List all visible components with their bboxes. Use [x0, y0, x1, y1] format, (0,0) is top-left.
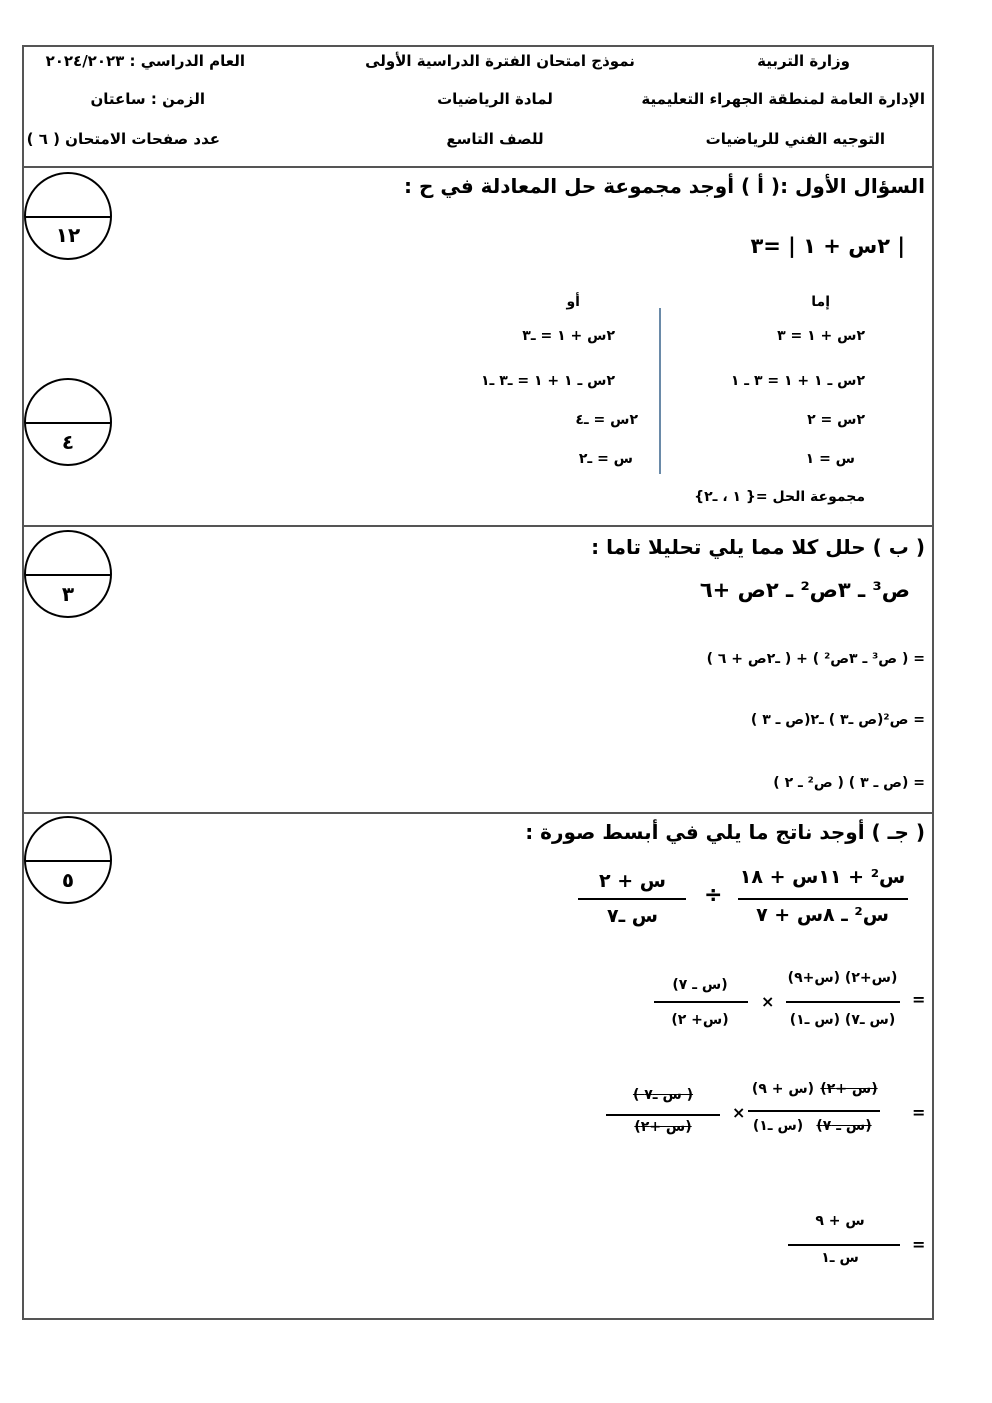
result-equals: =	[912, 1235, 926, 1254]
case-2-step-1: ٢س + ١ = ـ٣	[522, 328, 615, 344]
marks-part-a-value: ٤	[61, 430, 75, 454]
expr-frac2-bar	[578, 898, 686, 900]
supervision: التوجيه الفني للرياضيات	[705, 130, 885, 148]
step1-right-bar	[654, 1001, 748, 1003]
case-1-step-3: ٢س = ٢	[807, 412, 865, 428]
case-2-label: أو	[566, 294, 580, 310]
expr-frac2-denominator: س ـ٧	[607, 905, 658, 927]
question-1a-title: السؤال الأول :( أ ) أوجد مجموعة حل المعادلة في ح :	[404, 174, 925, 198]
step2-right-numerator: ( س ـ٧ )	[632, 1087, 694, 1103]
step1-left-bar	[786, 1001, 900, 1003]
step2-right-denominator: (س +٢)	[634, 1119, 692, 1135]
page-count: عدد صفحات الامتحان ( ٦ )	[26, 130, 220, 148]
step2-times: ×	[732, 1103, 746, 1122]
question-1b-title: ( ب ) حلل كلا مما يلي تحليلا تاما :	[591, 535, 925, 559]
factor-expression: ص³ ـ ٣ص² ـ ٢ص +٦	[699, 578, 910, 602]
marks-total-value: ١٢	[55, 223, 81, 247]
exam-time: الزمن : ساعتان	[90, 90, 205, 108]
expr-frac1-bar	[738, 898, 908, 900]
expr-frac1-denominator: س² ـ ٨س + ٧	[756, 904, 889, 926]
step1-left-numerator: (س+٢) (س+٩)	[787, 970, 898, 986]
expr-frac1-numerator: س² + ١١س + ١٨	[739, 866, 906, 888]
case-1-step-4: س = ١	[805, 451, 855, 467]
absolute-value-equation: | ٢س + ١ | =٣	[750, 234, 905, 258]
step1-left-denominator: (س ـ٧) (س ـ١)	[789, 1012, 896, 1028]
directorate: الإدارة العامة لمنطقة الجهراء التعليمية	[641, 90, 925, 108]
question-1c-title: ( جـ ) أوجد ناتج ما يلي في أبسط صورة :	[525, 820, 925, 844]
factor-step-1: = ( ص³ ـ ٣ص² ) + ( ـ٢ص + ٦ )	[706, 651, 925, 667]
marks-part-c-value: ٥	[61, 868, 75, 892]
solution-set: مجموعة الحل ={ ١ ، ـ٢}	[694, 489, 865, 505]
case-1-step-1: ٢س + ١ = ٣	[777, 328, 865, 344]
section-a-divider	[22, 525, 934, 527]
subject: لمادة الرياضيات	[437, 90, 553, 108]
division-sign: ÷	[704, 883, 723, 908]
result-numerator: س + ٩	[815, 1213, 865, 1229]
step1-times: ×	[761, 992, 775, 1011]
marks-part-b-value: ٣	[61, 582, 75, 606]
step2-left-den-a: (س ـ ٧)	[816, 1118, 872, 1134]
case-1-step-2: ٢س ـ ١ + ١ = ٣ ـ ١	[730, 373, 865, 389]
result-denominator: س ـ١	[821, 1250, 859, 1266]
case-1-label: إما	[811, 294, 830, 310]
case-2-step-2: ٢س ـ ١ + ١ = ـ٣ ـ١	[480, 373, 615, 389]
step1-right-numerator: (س ـ ٧)	[672, 977, 728, 993]
case-2-step-4: س = ـ٢	[578, 451, 633, 467]
step1-equals: =	[912, 990, 926, 1009]
exam-title: نموذج امتحان الفترة الدراسية الأولى	[365, 52, 635, 70]
step2-left-num-a: (س +٢)	[820, 1081, 878, 1097]
expr-frac2-numerator: س + ٢	[599, 870, 666, 892]
step2-left-den-b: (س ـ١)	[752, 1118, 804, 1134]
cases-separator	[659, 308, 661, 474]
factor-step-2: = ص²(ص ـ٣ ) ـ٢(ص ـ ٣ )	[750, 712, 925, 728]
step2-left-num-b: (س + ٩)	[751, 1081, 815, 1097]
step2-equals: =	[912, 1103, 926, 1122]
ministry: وزارة التربية	[757, 52, 850, 70]
step1-right-denominator: (س+ ٢)	[671, 1012, 729, 1028]
result-bar	[788, 1244, 900, 1246]
grade: للصف التاسع	[446, 130, 544, 148]
step2-left-bar	[748, 1110, 880, 1112]
step2-right-bar	[606, 1114, 720, 1116]
case-2-step-3: ٢س = ـ٤	[575, 412, 638, 428]
section-b-divider	[22, 812, 934, 814]
factor-step-3: = (ص ـ ٣ ) ( ص² ـ ٢ )	[773, 775, 925, 791]
header-divider	[22, 166, 934, 168]
academic-year: العام الدراسي : ٢٠٢٤/٢٠٢٣	[45, 52, 245, 70]
